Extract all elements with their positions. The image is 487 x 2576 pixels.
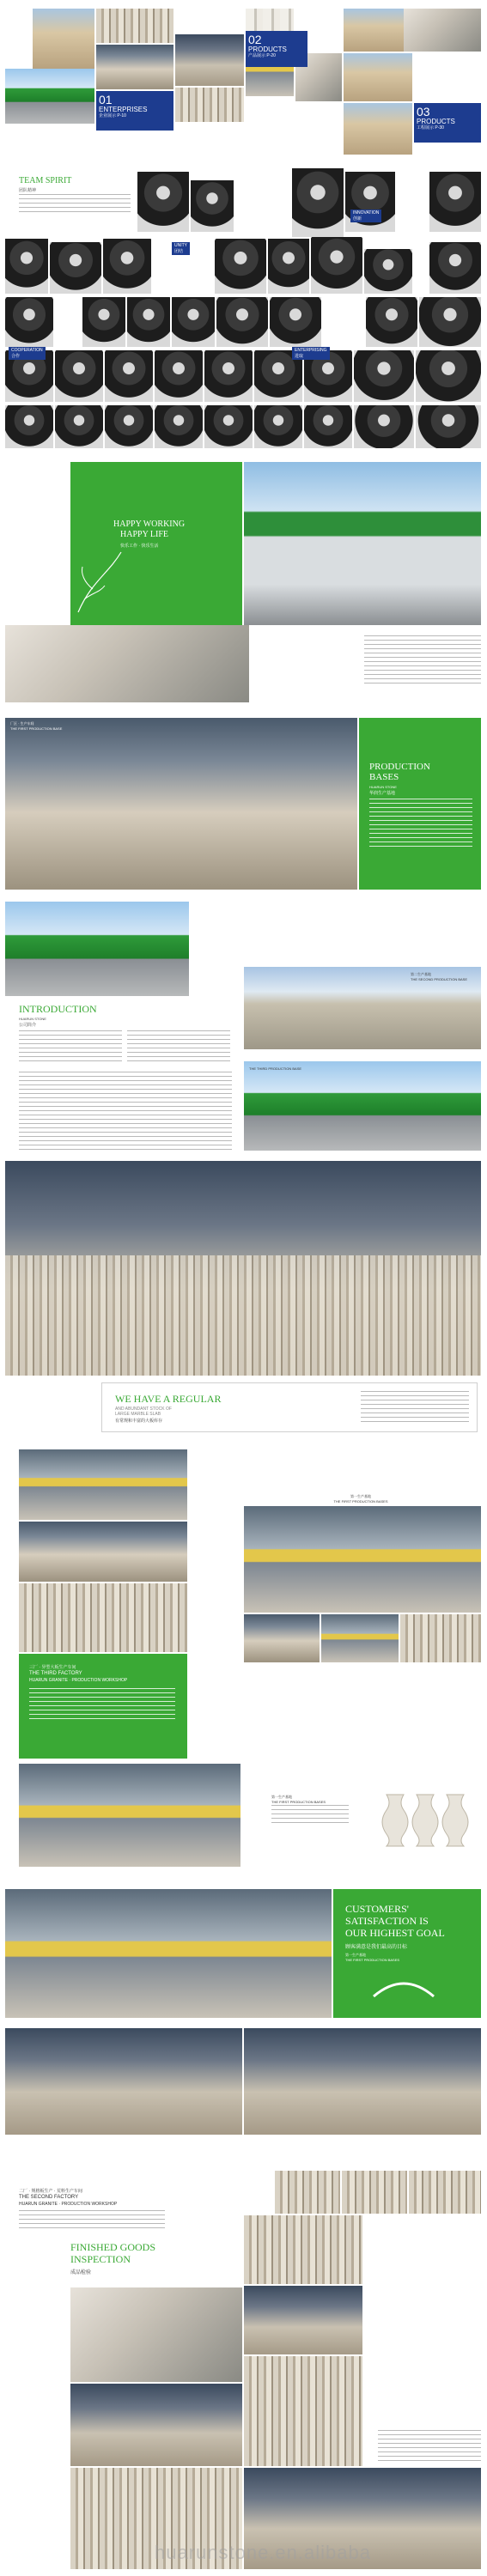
customers-caption-cn: 第一生产基地 [345,1953,366,1957]
customers-line3: OUR HIGHEST GOAL [345,1927,445,1939]
intro-building-photo [5,902,189,996]
finished-line2: INSPECTION [70,2253,131,2265]
team-portrait [55,350,103,402]
hero-photo-slabs [96,9,173,43]
second-base-caption-cn: 第二生产基地 [411,972,431,976]
team-portrait [155,350,203,402]
regular-line2: AND ABUNDANT STOCK OF [115,1406,172,1412]
second-base-caption [411,972,467,981]
hero-photo-interior [404,9,481,52]
team-portrait [254,405,302,448]
team-portrait [354,405,414,448]
tile-projects-cn: 工程展示 P-30 [417,125,444,131]
production-caption-en: THE FIRST PRODUCTION BASE [10,726,63,731]
tile-products-cn: 产品展示 P-20 [248,53,276,58]
leaf-decoration-icon [74,548,125,617]
team-label-enterprising-cn: 进取 [295,354,304,359]
office-body-text [364,635,481,687]
team-portrait [50,242,101,294]
slab-thumb [342,2171,407,2214]
first-factory-caption-cn: 第一生产基地 [350,1494,371,1498]
production-sub: HUARUN STONE [369,785,397,789]
happy-line2: HAPPY LIFE [120,530,169,539]
carving-body-text [271,1805,349,1824]
carving-caption-cn: 第一生产基地 [271,1795,292,1799]
team-portrait [364,249,412,294]
team-portrait [429,172,481,232]
team-title: TEAM SPIRIT [19,176,72,185]
customers-cn: 顾客满意是我们最高的目标 [345,1945,408,1950]
finished-body-text [378,2430,481,2464]
tile-projects[interactable] [414,103,481,143]
tile-products-label: PRODUCTS [248,46,287,53]
workshop-photo-3 [19,1583,187,1652]
office-photo [5,625,249,702]
third-factory-line1: THE THIRD FACTORY [29,1671,82,1676]
team-label-innovation-en: INNOVATION [353,210,380,216]
intro-body-long [19,1072,232,1151]
intro-title: INTRODUCTION [19,1003,97,1015]
tile-enterprises-number: 01 [99,93,113,106]
team-portrait [216,297,268,347]
factory2-hall-photo-2 [244,2028,481,2135]
team-portrait [127,297,170,347]
team-portrait [5,405,53,448]
tile-products[interactable] [246,31,307,67]
team-portrait [215,239,266,294]
third-base-caption: THE THIRD PRODUCTION BASE [249,1066,302,1071]
second-factory-body-text [19,2210,165,2231]
team-portrait [172,297,215,347]
production-title-2: BASES [369,772,399,782]
team-portrait [155,405,203,448]
team-portrait [270,297,321,347]
intro-sub: HUARUN STONE [19,1017,46,1021]
team-label-unity-en: UNITY [174,243,187,248]
carving-machine-photo [19,1764,240,1867]
team-photo-office-front [244,462,481,625]
team-label-cooperation-en: COOPERATION [11,348,43,353]
team-portrait [5,239,48,294]
intro-body-right [127,1030,230,1065]
team-portrait [416,350,481,402]
second-base-caption-en: THE SECOND PRODUCTION BASE [411,977,468,981]
customers-caption-en: THE FIRST PRODUCTION BASES [345,1958,400,1962]
team-portrait [354,350,414,402]
hero-photo-warehouse [175,34,244,86]
slab-thumb [275,2171,340,2214]
tile-enterprises-label: ENTERPRISES [99,106,148,113]
tile-enterprises-cn: 企业展示 P-10 [99,113,126,118]
tile-enterprises[interactable] [96,91,173,131]
carving-caption [271,1795,326,1804]
team-portrait [311,237,362,294]
team-label-cooperation-cn: 合作 [11,354,21,359]
team-portrait [204,350,253,402]
team-portrait [345,172,395,232]
cnc-machine-photo [5,1889,332,2018]
finished-photo [244,2356,362,2466]
team-label-innovation-cn: 创新 [353,216,362,222]
production-title-1: PRODUCTION [369,762,430,772]
team-portrait [429,242,481,294]
tile-projects-label: PRODUCTS [417,118,455,125]
team-portrait [292,168,344,237]
team-body-text [19,194,131,213]
slab-warehouse-photo [5,1161,481,1376]
finished-photo [244,2215,362,2284]
factory2-hall-photo [5,2028,242,2135]
regular-cn: 有常规和丰富的大板库存 [115,1419,163,1424]
finished-photo [70,2384,242,2466]
third-factory-body-text [29,1688,175,1722]
slab-rows [5,1255,481,1376]
team-portrait [366,297,417,347]
tile-projects-number: 03 [417,105,430,118]
intro-cn: 公司简介 [19,1023,37,1028]
regular-body-text [361,1391,469,1425]
third-factory-line2: HUARUN GRANITE · PRODUCTION WORKSHOP [29,1678,128,1683]
team-label-innovation [350,210,381,222]
workshop-thumb [244,1614,320,1662]
hero-photo-factory [96,45,173,89]
finished-photo [244,2286,362,2354]
team-label-unity [172,242,190,255]
production-caption [10,721,62,731]
regular-line3: LARGE MARBLE SLAB [115,1412,161,1417]
team-cn: 团队精神 [19,188,37,193]
hero-photo-palace [344,53,412,101]
team-portrait [419,297,481,347]
team-portrait [137,172,189,232]
workshop-thumb [321,1614,399,1662]
customers-line2: SATISFACTION IS [345,1915,429,1927]
production-caption-cn: 厂区 · 生产车间 [10,721,34,726]
hero-photo-tower [344,103,412,155]
slab-thumb [409,2171,481,2214]
production-aerial-photo [5,718,357,890]
team-label-unity-cn: 团结 [174,249,184,254]
happy-cn: 快乐工作 · 快乐生活 [120,544,159,549]
finished-photo [70,2287,242,2382]
team-portrait [204,405,253,448]
arch-mold-illustration [369,1975,438,2001]
team-portrait [416,405,481,448]
first-factory-caption [326,1494,395,1504]
happy-line1: HAPPY WORKING [113,519,186,529]
production-cn: 华润生产基地 [369,791,396,796]
second-factory-line2: HUARUN GRANITE · PRODUCTION WORKSHOP [19,2202,118,2207]
customers-line1: CUSTOMERS' [345,1903,409,1915]
hero-photo-stone [175,88,244,122]
team-portrait [304,405,352,448]
team-portrait [5,297,53,347]
second-factory-line1: THE SECOND FACTORY [19,2195,79,2200]
intro-body-left [19,1030,122,1065]
team-portrait [191,180,234,232]
customers-caption [345,1953,399,1962]
team-portrait [268,239,309,294]
first-factory-caption-en: THE FIRST PRODUCTION BASES [333,1499,388,1504]
team-portrait [55,405,103,448]
team-portrait [103,239,151,294]
production-body-text [369,799,472,850]
workshop-thumb [400,1614,481,1662]
regular-line1: WE HAVE A REGULAR [115,1393,222,1405]
workshop-photo-1 [19,1449,187,1520]
team-portrait [105,405,153,448]
finished-line1: FINISHED GOODS [70,2241,156,2253]
team-portrait [82,297,125,347]
finished-cn: 成品检验 [70,2270,92,2275]
baluster-illustration [378,1786,472,1855]
carving-caption-en: THE FIRST PRODUCTION BASES [271,1800,326,1804]
saw-machine-photo [244,1506,481,1613]
team-label-enterprising-en: ENTERPRISING [295,348,327,353]
watermark: huarunstone.en.alibaba [155,2542,371,2563]
tile-products-number: 02 [248,33,262,46]
team-portrait [105,350,153,402]
hero-photo-villa [344,9,404,52]
second-factory-cn: 二厂 · 规格板生产 · 荒料生产车间 [19,2189,82,2194]
third-base-photo [244,1061,481,1151]
third-factory-cn: 三厂 · 异型大板生产车间 [29,1665,76,1670]
hero-photo-office-building [5,69,94,124]
team-label-cooperation [9,347,46,360]
workshop-photo-2 [19,1522,187,1582]
hero-photo-building [33,9,94,69]
team-label-enterprising [292,347,330,360]
